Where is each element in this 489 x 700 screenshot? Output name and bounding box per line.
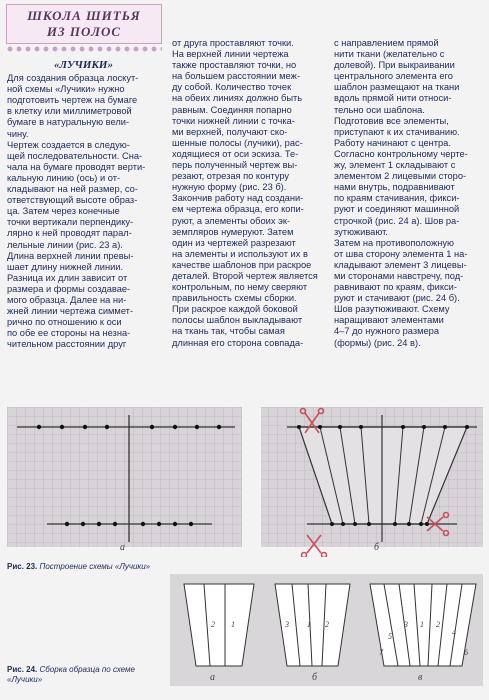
text-line: также проставляют точки, но	[172, 60, 297, 71]
text-column-1	[7, 60, 160, 350]
text-line: мого образца. Далее на ни-	[7, 294, 127, 305]
text-line: правильность схемы сборки.	[172, 293, 297, 304]
text-line: 4–7 до нужного размера	[334, 326, 440, 337]
text-line: на обеих линиях должно быть	[172, 93, 303, 104]
text-line: нужную форму (рис. 23 б).	[172, 182, 287, 193]
text-line: земпляров нумеруют. Затем	[172, 226, 294, 237]
text-line: долевой). При выкраивании	[334, 60, 455, 71]
figure-24-caption-num: Рис. 24.	[7, 665, 38, 674]
text-line: нити ткани (желательно с	[334, 49, 445, 60]
text-line: руют, а элементы обоих эк-	[172, 215, 290, 226]
text-column-3	[334, 38, 484, 349]
text-line: размера и формы создавае-	[7, 283, 131, 294]
piece-number: 5	[388, 632, 392, 641]
text-line: лярно к ней проводят парал-	[7, 228, 132, 239]
text-line: от шва сторону элемента 1 на-	[334, 248, 468, 259]
figure-24-diagram	[170, 574, 483, 686]
text-line: кальную линию (ось) и от-	[7, 172, 121, 183]
text-line: При раскрое каждой боковой	[172, 304, 298, 315]
text-line: приступают к их стачиванию.	[334, 126, 460, 137]
piece-number: 6	[464, 648, 468, 657]
figure-24c-label: в	[418, 672, 423, 683]
text-column-2	[172, 38, 322, 349]
figure-23a-panel	[7, 407, 242, 547]
text-line: лельные линии (рис. 23 а).	[7, 239, 123, 250]
figure-23a-label: а	[120, 542, 125, 553]
text-line: подготовить чертеж на бумаге	[7, 95, 138, 106]
piece-number: 7	[379, 648, 383, 657]
text-line: строчкой (рис. 24 а). Шов ра-	[334, 215, 460, 226]
text-line: ца. Затем через конечные	[7, 206, 120, 217]
text-line: Разница их длин зависит от	[7, 272, 128, 283]
figure-23-caption-num: Рис. 23.	[7, 562, 38, 571]
text-line: на большем расстоянии меж-	[172, 71, 300, 82]
figure-23-caption-text: Построение схемы «Лучики»	[39, 562, 151, 571]
header-line-1: ШКОЛА ШИТЬЯ	[27, 8, 141, 23]
text-line: один из чертежей разрезают	[172, 237, 296, 248]
piece-number: 2	[325, 620, 329, 629]
text-line: Чертеж создается в следую-	[7, 139, 130, 150]
piece-number: 3	[404, 620, 408, 629]
text-line: на ткань так, чтобы самая	[172, 326, 285, 337]
piece-number: 1	[231, 620, 235, 629]
figure-24-caption	[7, 665, 165, 685]
text-line: Для создания образца лоскут-	[7, 73, 139, 84]
text-line: точки вертикали перпендику-	[7, 217, 134, 228]
section-header	[6, 4, 162, 44]
text-line: равным. Соединяя попарно	[172, 104, 292, 115]
text-line: центрального элемента его	[334, 71, 453, 82]
text-line: кладывают элемент 3 лицевы-	[334, 259, 467, 270]
text-line: ми сторонами навстречу, под-	[334, 270, 464, 281]
text-line: по обе ее стороны на незна-	[7, 328, 131, 339]
text-line: длинная его сторона совпада-	[172, 337, 304, 348]
text-line: Шов разутюживают. Схему	[334, 304, 450, 315]
text-line: шает длину нижней линии.	[7, 261, 124, 272]
text-line: На верхней линии чертежа	[172, 49, 289, 60]
text-line: шенные полосы (лучики), рас-	[172, 137, 303, 148]
figure-23-caption	[7, 562, 207, 571]
text-line: чительном расстоянии друг	[7, 339, 127, 350]
text-line: в клетку или миллиметровой	[7, 106, 132, 117]
text-line: контрольным, по нему сверяют	[172, 282, 308, 293]
figure-23-diagram	[7, 407, 483, 557]
text-line: (формы) (рис. 24 в).	[334, 337, 421, 348]
text-line: ми верхней, получают ско-	[172, 126, 288, 137]
text-line: Затем на противоположную	[334, 237, 454, 248]
text-line: вдоль прямой нити относи-	[334, 93, 452, 104]
text-line: наращивают элементами	[334, 315, 444, 326]
text-line: бумаге в натуральную вели-	[7, 117, 130, 128]
text-line: жней линии чертежа симмет-	[7, 306, 134, 317]
text-line: чину.	[7, 128, 29, 139]
piece-number: 4	[452, 628, 456, 637]
text-line: ем чертежа образца, его копи-	[172, 204, 304, 215]
text-line: Работу начинают с центра.	[334, 137, 451, 148]
text-line: шаблон размещают на ткани	[334, 82, 460, 93]
text-line: ходящиеся от оси эскиза. Те-	[172, 148, 299, 159]
figure-24a-label: а	[210, 672, 215, 683]
text-line: жу, элемент 1 складывают с	[334, 160, 456, 171]
text-line: руют и стачивают (рис. 24 б).	[334, 293, 460, 304]
piece-number: 2	[211, 620, 215, 629]
figure-23b-panel	[261, 407, 483, 557]
text-line: качестве шаблонов при раскрое	[172, 259, 312, 270]
text-line: нами внутрь, подравнивают	[334, 182, 455, 193]
figure-24-caption-text: Сборка образца по схеме «Лучики»	[7, 665, 135, 684]
text-line: элементом 2 лицевыми сторо-	[334, 171, 467, 182]
piece-number: 1	[420, 620, 424, 629]
text-line: Закончив работу над создани-	[172, 193, 304, 204]
text-line: щей последовательности. Сна-	[7, 150, 143, 161]
text-line: кладывают на ней размер, со-	[7, 184, 138, 195]
text-line: с направлением прямой	[334, 38, 439, 48]
text-line: равнивают по краям, фикси-	[334, 282, 457, 293]
figure-23b-label: б	[374, 542, 380, 553]
text-line: Длина верхней линии превы-	[7, 250, 134, 261]
header-line-2: ИЗ ПОЛОС	[46, 24, 122, 39]
text-line: от друга проставляют точки.	[172, 38, 294, 48]
text-line: резают, отрезая по контуру	[172, 171, 290, 182]
decorative-stitch-border	[6, 45, 162, 53]
text-line: зутюживают.	[334, 226, 388, 237]
text-line: точки нижней линии с точка-	[172, 115, 295, 126]
text-line: перь полученный чертеж вы-	[172, 160, 298, 171]
text-line: деталей. Второй чертеж является	[172, 270, 318, 281]
piece-number: 1	[307, 620, 311, 629]
text-line: Согласно контрольному черте-	[334, 148, 468, 159]
text-line: ответствующий высоте образ-	[7, 195, 138, 206]
section-title: «ЛУЧИКИ»	[53, 59, 113, 71]
text-line: чала на бумаге проводят верти-	[7, 161, 146, 172]
text-line: тельно оси шаблона.	[334, 104, 425, 115]
text-line: Подготовив все элементы,	[334, 115, 449, 126]
text-line: на элементы и используют их в	[172, 248, 308, 259]
text-line: ной схемы «Лучики» нужно	[7, 84, 125, 95]
text-line: рично по отношению к оси	[7, 317, 122, 328]
piece-number: 3	[285, 620, 289, 629]
text-line: полосы шаблон выкладывают	[172, 315, 303, 326]
text-line: по краям стачивания, фикси-	[334, 193, 460, 204]
text-line: ду собой. Количество точек	[172, 82, 292, 93]
figure-24b-label: б	[312, 672, 318, 683]
piece-number: 2	[436, 620, 440, 629]
text-line: руют и соединяют машинной	[334, 204, 460, 215]
figure-24a-panel	[184, 584, 254, 666]
